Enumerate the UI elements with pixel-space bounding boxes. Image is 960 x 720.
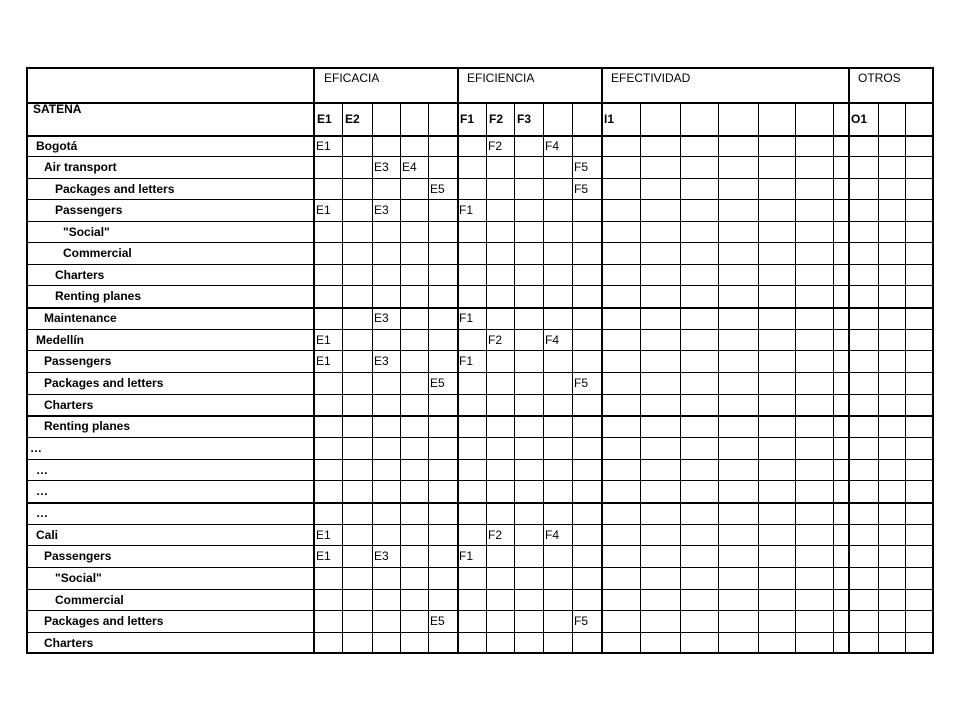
grid-line-horizontal bbox=[314, 610, 932, 611]
cell-value-f5: F5 bbox=[574, 376, 589, 390]
grid-line-vertical bbox=[680, 102, 681, 652]
row-label: Commercial bbox=[63, 246, 132, 260]
grid-line-horizontal bbox=[314, 221, 932, 222]
grid-line-horizontal bbox=[28, 350, 314, 351]
cell-value-f5: F5 bbox=[574, 614, 589, 628]
grid-line-horizontal bbox=[28, 199, 314, 200]
grid-line-vertical bbox=[640, 102, 641, 652]
cell-value-e3: E3 bbox=[374, 311, 389, 325]
grid-line-vertical bbox=[486, 102, 487, 652]
grid-line-horizontal bbox=[28, 178, 314, 179]
grid-line-horizontal bbox=[28, 329, 314, 330]
grid-line-horizontal bbox=[28, 589, 314, 590]
row-label: Medellín bbox=[36, 333, 85, 347]
row-label: Packages and letters bbox=[44, 614, 164, 628]
grid-line-vertical bbox=[572, 102, 573, 652]
cell-value-f2: F2 bbox=[488, 528, 503, 542]
row-label: Charters bbox=[55, 268, 105, 282]
cell-value-f4: F4 bbox=[545, 333, 560, 347]
grid-line-horizontal bbox=[314, 589, 932, 590]
cell-value-f2: F2 bbox=[488, 333, 503, 347]
row-label: Renting planes bbox=[55, 289, 142, 303]
grid-line-horizontal bbox=[28, 610, 314, 611]
group-header-otros: OTROS bbox=[858, 71, 901, 85]
cell-value-f5: F5 bbox=[574, 160, 589, 174]
grid-line-vertical bbox=[514, 102, 515, 652]
subheader-e1: E1 bbox=[317, 112, 332, 126]
grid-line-horizontal bbox=[314, 264, 932, 265]
grid-line-vertical bbox=[342, 102, 343, 652]
subheader-e2: E2 bbox=[345, 112, 360, 126]
grid-line-horizontal bbox=[314, 524, 932, 525]
row-label: Renting planes bbox=[44, 419, 131, 433]
grid-line-horizontal bbox=[28, 102, 932, 104]
row-label: Passengers bbox=[44, 549, 112, 563]
row-label: Maintenance bbox=[44, 311, 117, 325]
cell-value-e1: E1 bbox=[316, 549, 331, 563]
grid-line-vertical bbox=[795, 102, 796, 652]
grid-line-vertical bbox=[878, 102, 879, 652]
grid-line-horizontal bbox=[28, 242, 314, 243]
grid-line-vertical bbox=[428, 102, 429, 652]
subheader-f3: F3 bbox=[517, 112, 532, 126]
grid-line-vertical bbox=[372, 102, 373, 652]
row-label: Bogotá bbox=[36, 139, 78, 153]
subheader-o1: O1 bbox=[851, 112, 868, 126]
grid-line-vertical bbox=[758, 102, 759, 652]
grid-line-horizontal bbox=[28, 135, 932, 137]
cell-value-e3: E3 bbox=[374, 160, 389, 174]
row-label: Cali bbox=[36, 528, 59, 542]
row-label: Packages and letters bbox=[55, 182, 175, 196]
grid-line-horizontal bbox=[28, 415, 932, 417]
cell-value-f4: F4 bbox=[545, 139, 560, 153]
grid-line-horizontal bbox=[314, 480, 932, 481]
grid-line-horizontal bbox=[314, 567, 932, 568]
row-label: Passengers bbox=[55, 203, 123, 217]
grid-line-horizontal bbox=[28, 502, 932, 504]
grid-line-vertical bbox=[905, 102, 906, 652]
row-label: Charters bbox=[44, 636, 94, 650]
grid-line-horizontal bbox=[314, 372, 932, 373]
row-label: "Social" bbox=[63, 225, 110, 239]
grid-line-horizontal bbox=[28, 545, 314, 546]
grid-line-horizontal bbox=[28, 632, 314, 633]
cell-value-e1: E1 bbox=[316, 354, 331, 368]
grid-line-vertical bbox=[833, 102, 834, 652]
grid-line-horizontal bbox=[28, 394, 314, 395]
grid-line-horizontal bbox=[28, 156, 314, 157]
grid-line-vertical bbox=[400, 102, 401, 652]
cell-value-e4: E4 bbox=[402, 160, 417, 174]
indicator-matrix-table bbox=[26, 67, 934, 654]
cell-value-f5: F5 bbox=[574, 182, 589, 196]
grid-line-horizontal bbox=[28, 567, 314, 568]
cell-value-f1: F1 bbox=[459, 354, 474, 368]
row-label: … bbox=[30, 441, 42, 455]
cell-value-f1: F1 bbox=[459, 203, 474, 217]
cell-value-e3: E3 bbox=[374, 203, 389, 217]
row-label: Passengers bbox=[44, 354, 112, 368]
cell-value-e5: E5 bbox=[430, 182, 445, 196]
grid-line-horizontal bbox=[28, 524, 314, 525]
cell-value-f1: F1 bbox=[459, 311, 474, 325]
cell-value-f2: F2 bbox=[488, 139, 503, 153]
group-header-eficiencia: EFICIENCIA bbox=[467, 71, 535, 85]
grid-line-horizontal bbox=[314, 394, 932, 395]
grid-line-horizontal bbox=[28, 264, 314, 265]
grid-line-horizontal bbox=[314, 350, 932, 351]
grid-line-horizontal bbox=[314, 329, 932, 330]
grid-line-horizontal bbox=[314, 285, 932, 286]
subheader-f2: F2 bbox=[489, 112, 504, 126]
grid-line-horizontal bbox=[28, 480, 314, 481]
grid-line-horizontal bbox=[28, 307, 932, 309]
cell-value-e3: E3 bbox=[374, 549, 389, 563]
subheader-f1: F1 bbox=[460, 112, 475, 126]
row-label: Packages and letters bbox=[44, 376, 164, 390]
grid-line-horizontal bbox=[28, 437, 314, 438]
grid-line-horizontal bbox=[314, 545, 932, 546]
grid-line-horizontal bbox=[28, 221, 314, 222]
cell-value-e1: E1 bbox=[316, 333, 331, 347]
grid-line-horizontal bbox=[314, 459, 932, 460]
row-label: Charters bbox=[44, 398, 94, 412]
grid-line-horizontal bbox=[28, 459, 314, 460]
row-label: … bbox=[36, 463, 48, 477]
row-label: … bbox=[36, 506, 48, 520]
cell-value-e3: E3 bbox=[374, 354, 389, 368]
row-label: … bbox=[36, 484, 48, 498]
subheader-i1: I1 bbox=[604, 112, 615, 126]
grid-line-vertical bbox=[718, 102, 719, 652]
corner-label: SATENA bbox=[33, 102, 82, 116]
grid-line-horizontal bbox=[314, 242, 932, 243]
row-label: Commercial bbox=[55, 593, 124, 607]
grid-line-horizontal bbox=[314, 178, 932, 179]
grid-line-vertical bbox=[543, 102, 544, 652]
cell-value-e1: E1 bbox=[316, 139, 331, 153]
cell-value-e1: E1 bbox=[316, 528, 331, 542]
grid-line-horizontal bbox=[314, 437, 932, 438]
cell-value-e5: E5 bbox=[430, 376, 445, 390]
grid-line-horizontal bbox=[28, 372, 314, 373]
cell-value-f1: F1 bbox=[459, 549, 474, 563]
grid-line-horizontal bbox=[314, 632, 932, 633]
grid-line-horizontal bbox=[314, 199, 932, 200]
row-label: "Social" bbox=[55, 571, 102, 585]
grid-line-horizontal bbox=[314, 156, 932, 157]
group-header-efectividad: EFECTIVIDAD bbox=[611, 71, 691, 85]
cell-value-e1: E1 bbox=[316, 203, 331, 217]
cell-value-e5: E5 bbox=[430, 614, 445, 628]
grid-line-horizontal bbox=[28, 285, 314, 286]
cell-value-f4: F4 bbox=[545, 528, 560, 542]
group-header-eficacia: EFICACIA bbox=[324, 71, 380, 85]
row-label: Air transport bbox=[44, 160, 117, 174]
